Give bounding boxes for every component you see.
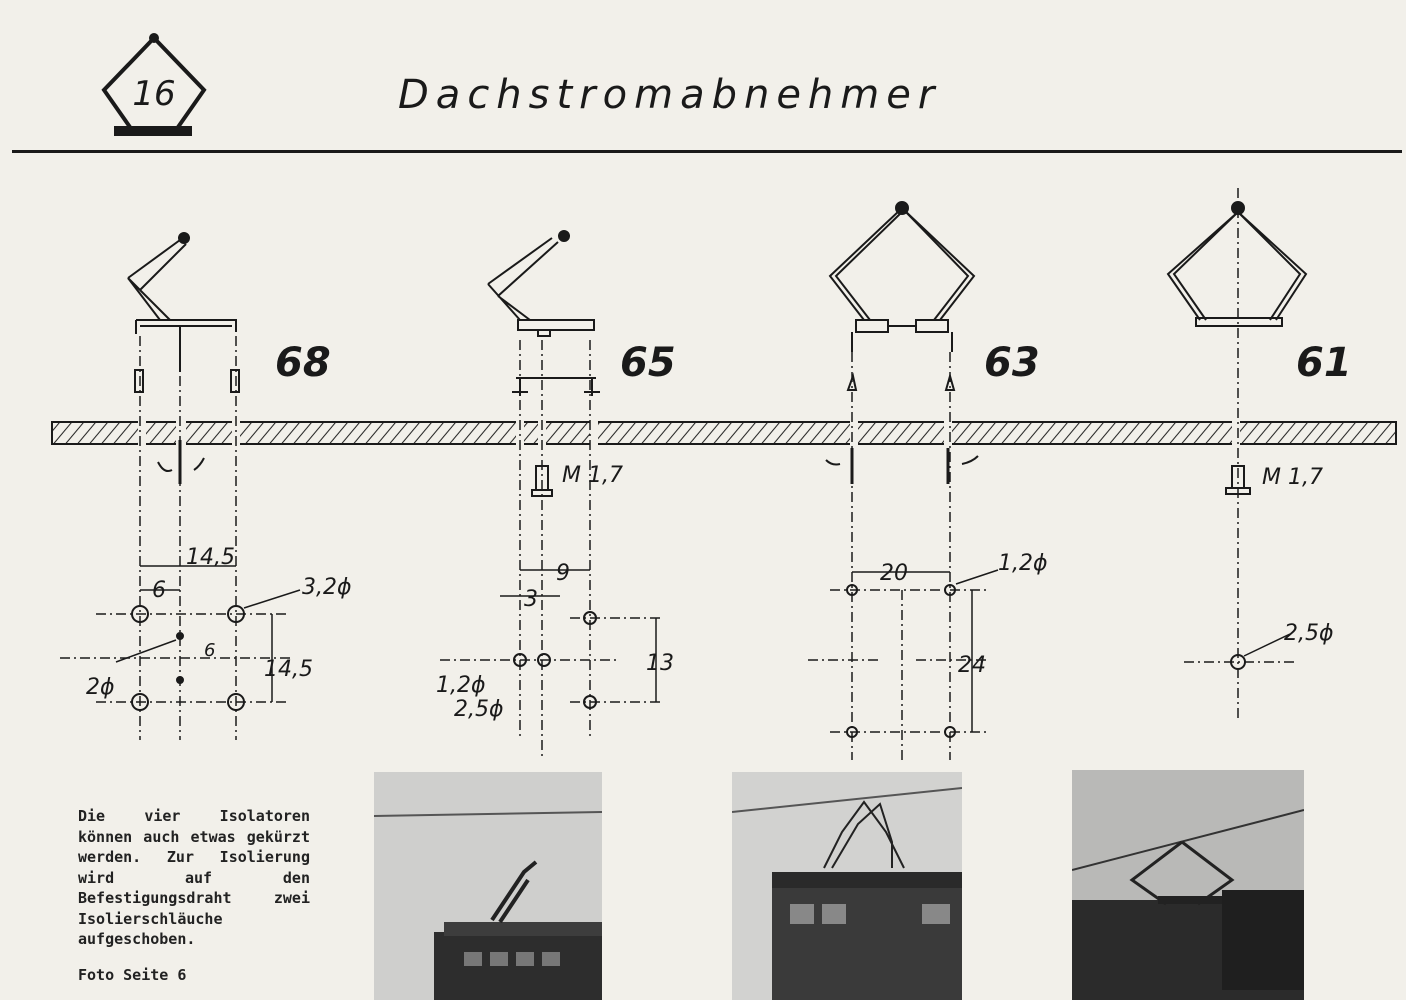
dim-63-hole: 1,2ϕ xyxy=(998,551,1048,576)
page-title: Dachstromabnehmer xyxy=(398,72,942,118)
model-number-61: 61 xyxy=(1296,340,1352,386)
dim-61-thread: M 1,7 xyxy=(1262,465,1323,490)
model-number-65: 65 xyxy=(620,340,676,386)
dim-68-offset: 6 xyxy=(204,640,216,661)
dim-65-inner: 3 xyxy=(524,587,538,612)
dim-65-thread: M 1,7 xyxy=(562,463,623,488)
assembly-note: Die vier Isolatoren können auch etwas gekürzt werden. Zur Isolierung wird auf den Befestigungsdraht zwei Isolierschläuche aufgeschoben. xyxy=(78,807,310,948)
dim-65-outer: 9 xyxy=(556,561,570,586)
badge-number: 16 xyxy=(132,74,176,114)
dim-61-hole: 2,5ϕ xyxy=(1284,621,1334,646)
dim-68-hole-large: 3,2ϕ xyxy=(302,575,352,600)
roof-section xyxy=(52,420,1396,446)
model-number-68: 68 xyxy=(275,340,331,386)
photo-model-61 xyxy=(1072,770,1304,1000)
dim-68-outer: 14,5 xyxy=(186,545,235,570)
dim-65-hole-small: 1,2ϕ xyxy=(436,673,486,698)
dim-63-height: 24 xyxy=(958,653,986,678)
photo-model-63 xyxy=(732,772,962,1000)
photo-reference: Foto Seite 6 xyxy=(78,966,187,984)
pantograph-68 xyxy=(128,233,239,392)
dim-63-width: 20 xyxy=(880,561,908,586)
model-number-63: 63 xyxy=(984,340,1040,386)
dim-68-inner: 6 xyxy=(152,578,166,603)
dim-68-hole-small: 2ϕ xyxy=(86,675,115,700)
dim-65-height: 13 xyxy=(646,651,674,676)
dim-68-height: 14,5 xyxy=(264,657,313,682)
dim-65-hole-large: 2,5ϕ xyxy=(454,697,504,722)
pantograph-65 xyxy=(488,231,600,496)
photo-model-65 xyxy=(374,772,602,1000)
